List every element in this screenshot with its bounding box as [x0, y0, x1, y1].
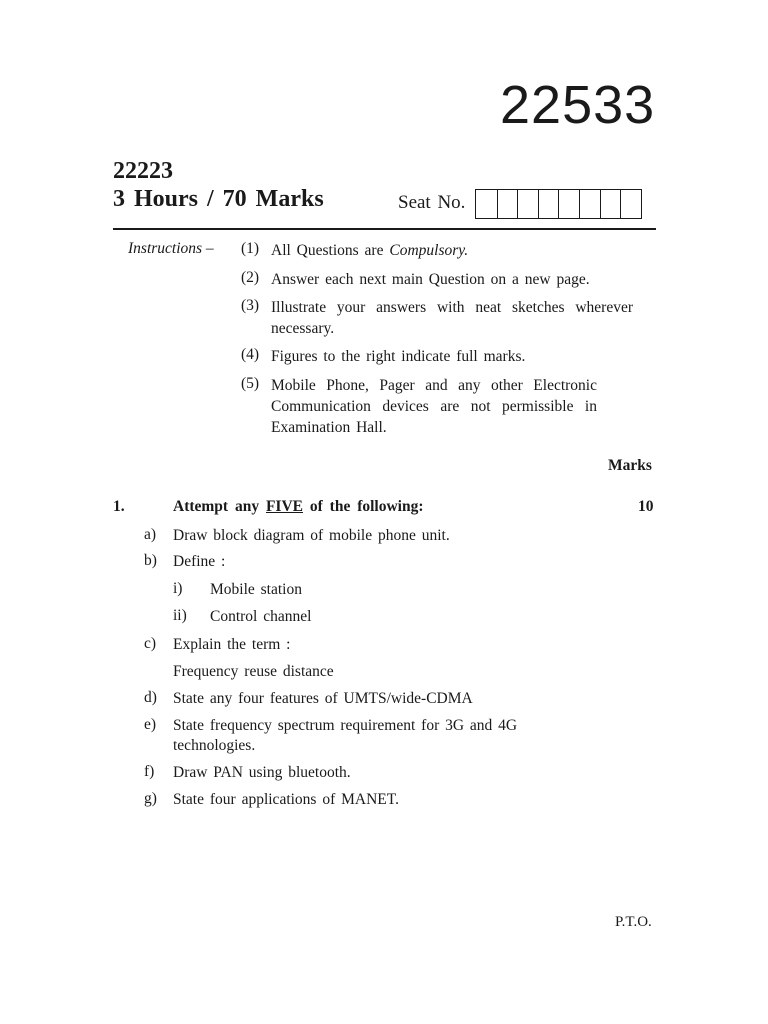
header-divider	[113, 228, 656, 230]
seat-number-label: Seat No.	[398, 192, 466, 213]
instruction-number: (2)	[241, 269, 260, 286]
part-letter: b)	[144, 552, 157, 569]
paper-code: 22533	[500, 75, 656, 135]
subpart-number: ii)	[173, 607, 187, 624]
part-text: Define :	[173, 553, 226, 570]
subpart-text: Mobile station	[210, 581, 302, 598]
part-letter: e)	[144, 716, 157, 733]
part-text: State four applications of MANET.	[173, 791, 399, 808]
subpart-text: Control channel	[210, 608, 312, 625]
part-text: Explain the term :	[173, 636, 291, 653]
seat-number-box[interactable]	[579, 190, 600, 218]
question-title	[173, 498, 424, 516]
please-turn-over: P.T.O.	[615, 914, 652, 930]
part-letter: f)	[144, 763, 155, 780]
instruction-text: Answer each next main Question on a new page.	[271, 271, 590, 288]
seat-number-box[interactable]	[620, 190, 641, 218]
part-letter: d)	[144, 689, 157, 706]
seat-number-box[interactable]	[600, 190, 621, 218]
marks-column-header: Marks	[608, 457, 652, 474]
part-text: Draw PAN using bluetooth.	[173, 764, 351, 781]
instruction-text: Figures to the right indicate full marks.	[271, 348, 526, 365]
instruction-number: (3)	[241, 297, 260, 314]
subpart-number: i)	[173, 580, 183, 597]
part-letter: g)	[144, 790, 157, 807]
seat-number-box[interactable]	[497, 190, 518, 218]
part-text: State frequency spectrum requirement for 3G and 4G technologies.	[173, 717, 518, 754]
instruction-text: Illustrate your answers with neat sketches wherever necessary.	[271, 299, 633, 337]
seat-number-box[interactable]	[517, 190, 538, 218]
seat-number-boxes[interactable]	[475, 189, 642, 219]
seat-number-box[interactable]	[558, 190, 579, 218]
instruction-number: (5)	[241, 375, 260, 392]
duration-marks: 3 Hours / 70 Marks	[113, 186, 324, 212]
instruction-number: (1)	[241, 240, 260, 257]
instruction-text-plain: All Questions are	[271, 242, 390, 259]
subject-code: 22223	[113, 158, 173, 184]
question-number: 1.	[113, 498, 125, 515]
part-text: Draw block diagram of mobile phone unit.	[173, 527, 450, 544]
part-letter: a)	[144, 526, 157, 543]
question-title-end: of the following:	[303, 498, 424, 515]
part-letter: c)	[144, 635, 157, 652]
instruction-text	[271, 240, 633, 261]
seat-number-box[interactable]	[538, 190, 559, 218]
question-title-emphasis: FIVE	[265, 498, 304, 515]
explain-term: Frequency reuse distance	[173, 663, 334, 680]
instructions-label: Instructions –	[128, 240, 214, 257]
instruction-text-emphasis: Compulsory.	[389, 242, 469, 259]
instruction-text: Mobile Phone, Pager and any other Electronic Communication devices are not permissible in Examination Hall.	[271, 377, 597, 436]
instruction-number: (4)	[241, 346, 260, 363]
question-marks: 10	[638, 498, 654, 515]
seat-number-box[interactable]	[476, 190, 497, 218]
part-text: State any four features of UMTS/wide-CDMA	[173, 690, 473, 707]
question-title-start: Attempt any	[173, 498, 266, 515]
